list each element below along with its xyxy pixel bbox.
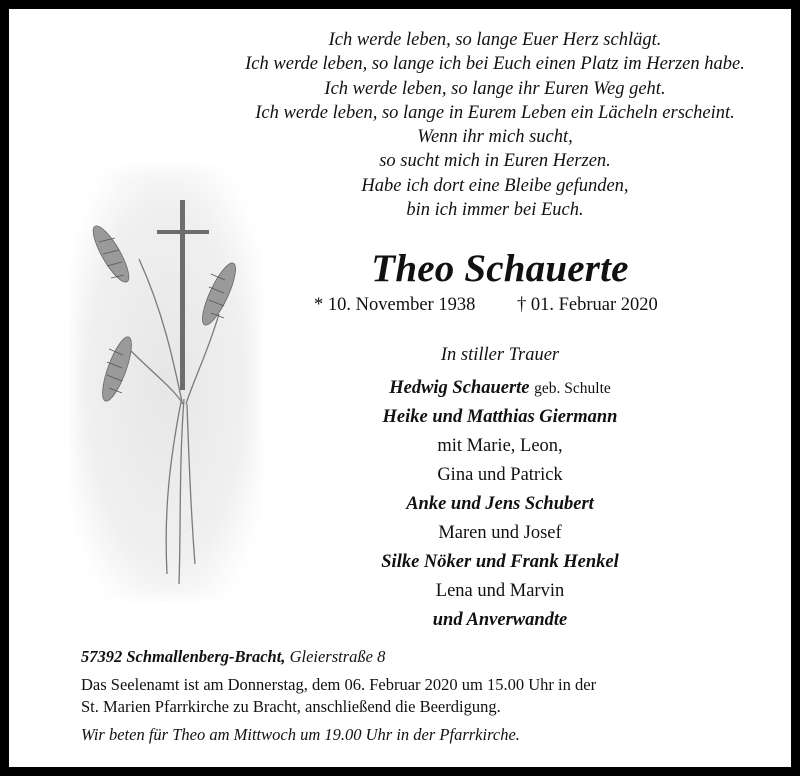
mourner-line <box>209 374 791 403</box>
mourning-intro: In stiller Trauer <box>440 345 560 365</box>
mourner-line: Anke und Jens Schubert <box>406 494 594 514</box>
birth-date: * 10. November 1938 <box>314 295 476 315</box>
service-line: St. Marien Pfarrkirche zu Bracht, anschließend die Beerdigung. <box>81 697 501 716</box>
poem-line: bin ich immer bei Euch. <box>406 200 584 221</box>
mourner-line: mit Marie, Leon, <box>437 436 563 456</box>
mourner-line: Gina und Patrick <box>437 465 563 485</box>
address <box>81 646 781 668</box>
poem-line: Ich werde leben, so lange ihr Euren Weg geht. <box>324 78 666 99</box>
address-town: 57392 Schmallenberg-Bracht, <box>81 647 286 666</box>
funeral-details <box>81 646 781 746</box>
prayer-info: Wir beten für Theo am Mittwoch um 19.00 Uhr in der Pfarrkirche. <box>81 725 520 744</box>
death-date: † 01. Februar 2020 <box>517 295 658 315</box>
mourner-line: Maren und Josef <box>438 523 562 543</box>
mourner-line: Heike und Matthias Giermann <box>382 407 618 427</box>
deceased-name: Theo Schauerte <box>371 247 629 290</box>
mourner-line: und Anverwandte <box>432 610 568 630</box>
mourner-line: Silke Nöker und Frank Henkel <box>381 552 619 572</box>
mourner-lines <box>209 403 791 635</box>
service-info <box>81 674 781 718</box>
mourners-list <box>209 341 791 635</box>
poem-line: Ich werde leben, so lange ich bei Euch einen Platz im Herzen habe. <box>245 54 745 75</box>
service-line: Das Seelenamt ist am Donnerstag, dem 06. Februar 2020 um 15.00 Uhr in der <box>81 675 597 694</box>
poem-line: Ich werde leben, so lange in Eurem Leben ein Lächeln erscheint. <box>255 102 735 123</box>
poem-line: Ich werde leben, so lange Euer Herz schlägt. <box>328 30 662 50</box>
address-street: Gleierstraße 8 <box>285 647 386 666</box>
poem-line: Wenn ihr mich sucht, <box>417 127 573 148</box>
poem-line: Habe ich dort eine Bleibe gefunden, <box>361 175 629 196</box>
widow-name: Hedwig Schauerte <box>389 378 530 398</box>
mourner-line: Lena und Marvin <box>435 581 565 601</box>
poem-line: so sucht mich in Euren Herzen. <box>379 151 611 172</box>
widow-maiden-name: geb. Schulte <box>534 380 611 397</box>
